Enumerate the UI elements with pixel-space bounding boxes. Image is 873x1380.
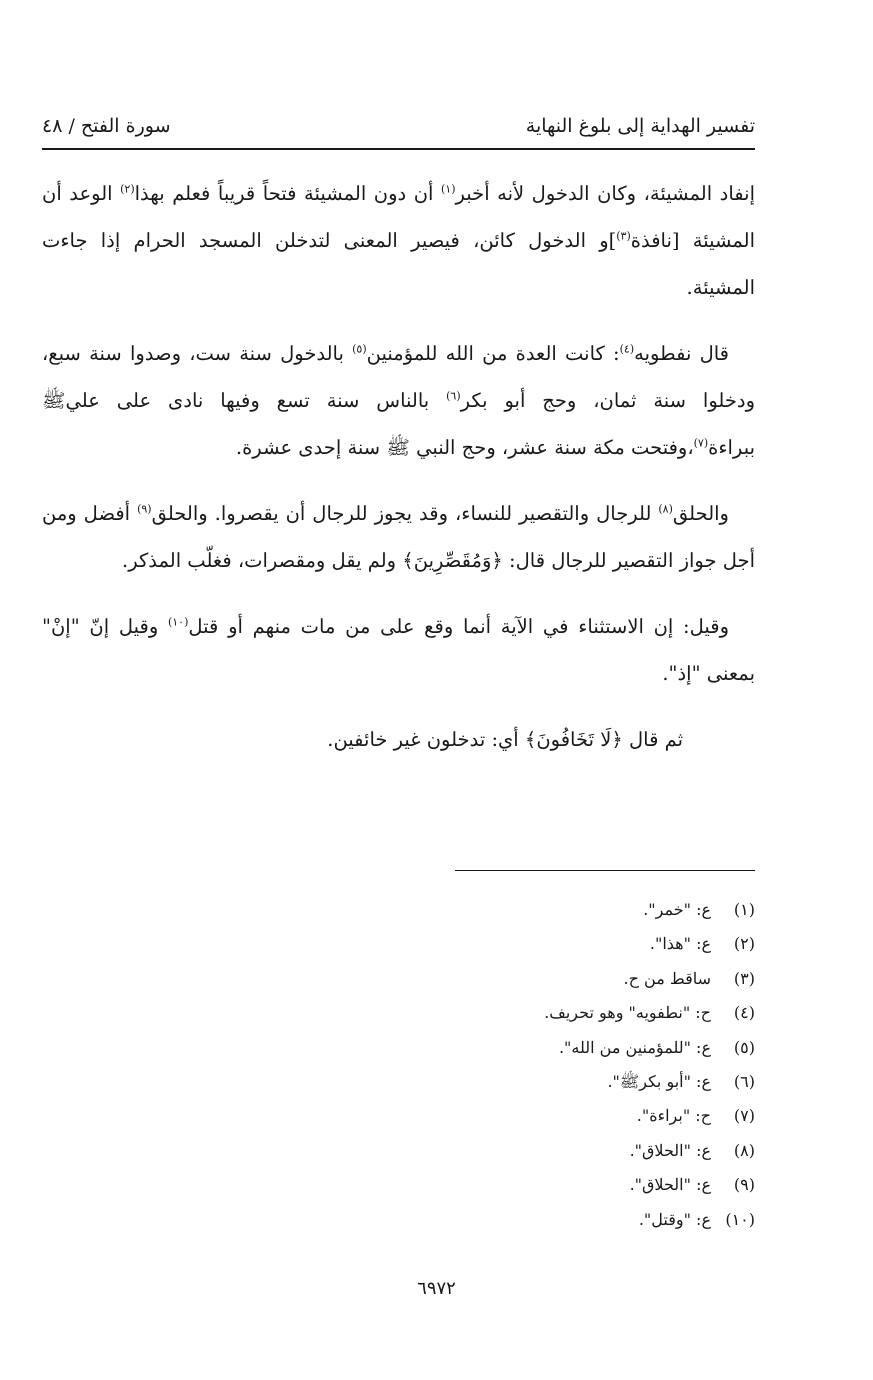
footnotes-list	[195, 893, 755, 1237]
footnote-item	[195, 1134, 755, 1168]
footnote-text: ح: "براءة".	[636, 1106, 711, 1126]
paragraph-2	[42, 330, 755, 471]
surah-reference: سورة الفتح / ٤٨	[42, 115, 171, 137]
footnote-item	[195, 996, 755, 1030]
footnote-marker-10: (١٠)	[167, 615, 189, 629]
paragraph-1	[42, 170, 755, 311]
footnote-marker-7: (٧)	[693, 436, 709, 450]
text-segment: ،وفتحت مكة سنة عشر، وحج النبي ﷺ سنة إحدى عشرة.	[235, 436, 694, 459]
footnote-marker-6: (٦)	[446, 389, 461, 403]
footnote-number: (٦)	[733, 1072, 755, 1092]
text-segment: ثم قال ﴿لَا تَخَافُونَ﴾ أي: تدخلون غير خائفين.	[327, 728, 683, 751]
book-title: تفسير الهداية إلى بلوغ النهاية	[525, 115, 755, 137]
footnote-marker-1: (١)	[441, 182, 456, 196]
footnote-number: (٩)	[733, 1175, 755, 1195]
text-segment: إنفاد المشيئة، وكان الدخول لأنه أخبر	[455, 182, 755, 205]
footnote-item	[195, 927, 755, 961]
text-segment: وقيل: إن الاستثناء في الآية أنما وقع على من مات منهم أو قتل	[188, 615, 730, 638]
footnote-number: (٨)	[733, 1140, 755, 1160]
footnote-text: ع: "أبو بكرﷺ".	[607, 1072, 711, 1092]
running-header	[42, 108, 755, 144]
main-text	[42, 170, 755, 782]
footnote-text: ع: "هذا".	[649, 934, 711, 954]
footnote-divider	[455, 870, 755, 871]
header-divider	[42, 148, 755, 150]
footnote-marker-5: (٥)	[352, 342, 367, 356]
footnote-number: (٤)	[733, 1003, 755, 1023]
footnote-marker-9: (٩)	[137, 502, 152, 516]
text-segment: قال نفطويه	[634, 342, 730, 365]
text-segment: والحلق	[672, 502, 729, 525]
footnote-text: ع: "وقتل".	[638, 1209, 711, 1229]
text-segment: بالدخول سنة ست، وصدوا سنة سبع، ودخلوا سنة ثمان، وحج أبو بكر	[42, 342, 755, 412]
footnote-item	[195, 893, 755, 927]
footnote-number: (١)	[733, 900, 755, 919]
paragraph-5	[42, 716, 755, 763]
footnote-item	[195, 962, 755, 996]
footnote-number: (١٠)	[725, 1209, 755, 1229]
footnote-marker-8: (٨)	[658, 502, 673, 516]
footnote-marker-2: (٢)	[120, 182, 135, 196]
footnote-text: ع: "الحلاق".	[629, 1175, 711, 1195]
footnote-number: (٣)	[733, 968, 755, 988]
footnote-item	[195, 1031, 755, 1065]
text-segment: أفضل ومن أجل جواز التقصير للرجال قال: ﴿وَمُقَصِّرِينَ﴾ ولم يقل ومقصرات، فغلّب المذكر.	[42, 502, 755, 572]
footnote-item	[195, 1168, 755, 1202]
footnote-text: ع: "للمؤمنين من الله".	[558, 1037, 711, 1057]
footnote-number: (٢)	[733, 934, 755, 954]
footnote-text: ع: "الحلاق".	[629, 1140, 711, 1160]
text-segment: للرجال والتقصير للنساء، وقد يجوز للرجال أن يقصروا. والحلق	[151, 502, 659, 525]
page-number: ٦٩٧٢	[417, 1278, 456, 1299]
text-segment: ]و الدخول كائن، فيصير المعنى لتدخلن المسجد الحرام إذا جاءت المشيئة.	[42, 229, 755, 299]
footnote-number: (٧)	[733, 1106, 755, 1126]
paragraph-4	[42, 603, 755, 697]
footnote-text: ساقط من ح.	[623, 968, 711, 988]
footnote-number: (٥)	[733, 1037, 755, 1057]
text-segment: الوعد أن المشيئة [نافذة	[42, 182, 755, 252]
footnote-text: ح: "نطفويه" وهو تحريف.	[544, 1003, 711, 1023]
text-segment: وقيل إنّ "إنْ" بمعنى "إذ".	[42, 615, 755, 685]
text-segment: أن دون المشيئة فتحاً قريباً فعلم بهذا	[134, 182, 441, 205]
paragraph-3	[42, 490, 755, 584]
footnote-text: ع: "خمر".	[643, 900, 711, 919]
footnote-item	[195, 1203, 755, 1237]
footnote-item	[195, 1065, 755, 1099]
text-segment: : كانت العدة من الله للمؤمنين	[366, 342, 620, 365]
footnote-marker-3: (٣)	[616, 229, 631, 243]
footnote-item	[195, 1099, 755, 1133]
text-segment: بالناس سنة تسع وفيها نادى على عليﷺ ببراءة	[42, 389, 755, 459]
footnote-marker-4: (٤)	[619, 342, 635, 356]
